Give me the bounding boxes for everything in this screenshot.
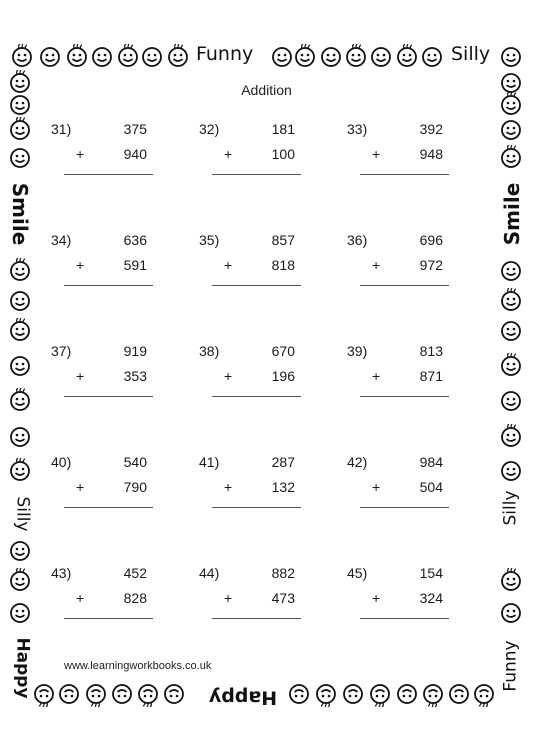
plus-sign: + xyxy=(224,368,233,384)
smiley-face-icon xyxy=(499,117,523,141)
top-addend: 813 xyxy=(419,343,443,359)
addition-problem xyxy=(199,121,309,221)
plus-sign: + xyxy=(224,479,233,495)
bottom-addend: 948 xyxy=(419,146,443,162)
border-word-silly-left: Silly xyxy=(12,496,33,532)
smiley-face-icon xyxy=(57,683,81,707)
answer-line xyxy=(212,618,301,619)
smiley-face-icon xyxy=(140,44,164,68)
bottom-addend: 100 xyxy=(271,146,295,162)
smiley-face-icon xyxy=(499,568,523,592)
plus-sign: + xyxy=(224,257,233,273)
smiley-face-icon xyxy=(8,458,32,482)
problem-number: 42) xyxy=(347,454,368,470)
smiley-face-icon xyxy=(369,44,393,68)
border-word-funny-top: Funny xyxy=(196,43,254,65)
addition-problem xyxy=(51,121,161,221)
top-addend: 375 xyxy=(123,121,147,137)
answer-line xyxy=(212,285,301,286)
bottom-addend: 324 xyxy=(419,590,443,606)
answer-line xyxy=(64,396,153,397)
problem-number: 45) xyxy=(347,565,368,581)
smiley-face-icon xyxy=(65,44,89,68)
plus-sign: + xyxy=(76,146,85,162)
problem-number: 33) xyxy=(347,121,368,137)
addition-problem xyxy=(199,454,309,554)
bottom-addend: 353 xyxy=(123,368,147,384)
plus-sign: + xyxy=(372,146,381,162)
smiley-face-icon xyxy=(368,683,392,707)
answer-line xyxy=(360,396,449,397)
smiley-face-icon xyxy=(8,258,32,282)
bottom-addend: 940 xyxy=(123,146,147,162)
smiley-face-icon xyxy=(287,683,311,707)
smiley-face-icon xyxy=(90,44,114,68)
addition-problem xyxy=(199,232,309,332)
top-addend: 636 xyxy=(123,232,147,248)
top-addend: 919 xyxy=(123,343,147,359)
smiley-face-icon xyxy=(8,117,32,141)
smiley-face-icon xyxy=(499,288,523,312)
plus-sign: + xyxy=(372,257,381,273)
addition-problem xyxy=(51,232,161,332)
footer-url: www.learningworkbooks.co.uk xyxy=(64,660,212,672)
problem-number: 44) xyxy=(199,565,220,581)
border-word-smile-left: Smile xyxy=(8,182,32,246)
smiley-face-icon xyxy=(447,683,471,707)
border-word-happy-left: Happy xyxy=(12,637,33,699)
top-addend: 696 xyxy=(419,232,443,248)
problem-number: 35) xyxy=(199,232,220,248)
top-addend: 287 xyxy=(271,454,295,470)
answer-line xyxy=(64,618,153,619)
smiley-face-icon xyxy=(8,388,32,412)
addition-problem xyxy=(347,121,457,221)
page-title: Addition xyxy=(241,82,292,98)
border-word-silly-top: Silly xyxy=(451,43,491,65)
smiley-face-icon xyxy=(32,683,56,707)
bottom-addend: 473 xyxy=(271,590,295,606)
problem-number: 34) xyxy=(51,232,72,248)
bottom-addend: 591 xyxy=(123,257,147,273)
smiley-face-icon xyxy=(8,145,32,169)
bottom-addend: 196 xyxy=(271,368,295,384)
problem-number: 38) xyxy=(199,343,220,359)
addition-problem xyxy=(347,343,457,443)
smiley-face-icon xyxy=(136,683,160,707)
problem-number: 32) xyxy=(199,121,220,137)
smiley-face-icon xyxy=(162,683,186,707)
smiley-face-icon xyxy=(293,44,317,68)
smiley-face-icon xyxy=(38,44,62,68)
bottom-addend: 818 xyxy=(271,257,295,273)
top-addend: 154 xyxy=(419,565,443,581)
smiley-face-icon xyxy=(499,458,523,482)
problem-number: 31) xyxy=(51,121,72,137)
plus-sign: + xyxy=(76,479,85,495)
plus-sign: + xyxy=(76,590,85,606)
smiley-face-icon xyxy=(499,353,523,377)
smiley-face-icon xyxy=(499,388,523,412)
answer-line xyxy=(64,285,153,286)
smiley-face-icon xyxy=(395,44,419,68)
plus-sign: + xyxy=(224,590,233,606)
smiley-face-icon xyxy=(341,683,365,707)
top-addend: 181 xyxy=(271,121,295,137)
answer-line xyxy=(212,174,301,175)
bottom-addend: 504 xyxy=(419,479,443,495)
smiley-face-icon xyxy=(499,600,523,624)
bottom-addend: 790 xyxy=(123,479,147,495)
addition-problem xyxy=(51,565,161,665)
smiley-face-icon xyxy=(499,258,523,282)
smiley-face-icon xyxy=(10,44,34,68)
plus-sign: + xyxy=(372,590,381,606)
smiley-face-icon xyxy=(270,44,294,68)
smiley-face-icon xyxy=(499,44,523,68)
smiley-face-icon xyxy=(8,568,32,592)
problem-number: 41) xyxy=(199,454,220,470)
smiley-face-icon xyxy=(8,538,32,562)
addition-problem xyxy=(347,232,457,332)
addition-problem xyxy=(199,343,309,443)
problem-number: 39) xyxy=(347,343,368,359)
bottom-addend: 871 xyxy=(419,368,443,384)
problem-number: 36) xyxy=(347,232,368,248)
top-addend: 984 xyxy=(419,454,443,470)
answer-line xyxy=(212,396,301,397)
smiley-face-icon xyxy=(499,318,523,342)
answer-line xyxy=(360,174,449,175)
addition-problem xyxy=(199,565,309,665)
answer-line xyxy=(212,507,301,508)
answer-line xyxy=(64,507,153,508)
addition-problem xyxy=(51,454,161,554)
border-word-smile-right: Smile xyxy=(500,182,524,246)
smiley-face-icon xyxy=(319,44,343,68)
plus-sign: + xyxy=(76,257,85,273)
plus-sign: + xyxy=(372,368,381,384)
top-addend: 452 xyxy=(123,565,147,581)
bottom-addend: 132 xyxy=(271,479,295,495)
problem-number: 43) xyxy=(51,565,72,581)
plus-sign: + xyxy=(76,368,85,384)
top-addend: 540 xyxy=(123,454,147,470)
smiley-face-icon xyxy=(166,44,190,68)
smiley-face-icon xyxy=(8,288,32,312)
smiley-face-icon xyxy=(116,44,140,68)
top-addend: 670 xyxy=(271,343,295,359)
smiley-face-icon xyxy=(395,683,419,707)
plus-sign: + xyxy=(224,146,233,162)
smiley-face-icon xyxy=(84,683,108,707)
border-word-happy-bottom: Happy xyxy=(208,686,278,709)
answer-line xyxy=(360,507,449,508)
answer-line xyxy=(360,285,449,286)
addition-problem xyxy=(347,454,457,554)
smiley-face-icon xyxy=(8,353,32,377)
problem-number: 37) xyxy=(51,343,72,359)
border-word-funny-right: Funny xyxy=(500,640,521,692)
top-addend: 392 xyxy=(419,121,443,137)
answer-line xyxy=(64,174,153,175)
plus-sign: + xyxy=(372,479,381,495)
top-addend: 857 xyxy=(271,232,295,248)
smiley-face-icon xyxy=(420,44,444,68)
smiley-face-icon xyxy=(472,683,496,707)
bottom-addend: 972 xyxy=(419,257,443,273)
smiley-face-icon xyxy=(8,600,32,624)
smiley-face-icon xyxy=(499,145,523,169)
problem-number: 40) xyxy=(51,454,72,470)
answer-line xyxy=(360,618,449,619)
top-addend: 882 xyxy=(271,565,295,581)
smiley-face-icon xyxy=(499,424,523,448)
smiley-face-icon xyxy=(110,683,134,707)
addition-problem xyxy=(347,565,457,665)
smiley-face-icon xyxy=(344,44,368,68)
addition-problem xyxy=(51,343,161,443)
bottom-addend: 828 xyxy=(123,590,147,606)
smiley-face-icon xyxy=(8,424,32,448)
border-word-silly-right: Silly xyxy=(500,490,521,526)
smiley-face-icon xyxy=(421,683,445,707)
smiley-face-icon xyxy=(8,318,32,342)
smiley-face-icon xyxy=(314,683,338,707)
